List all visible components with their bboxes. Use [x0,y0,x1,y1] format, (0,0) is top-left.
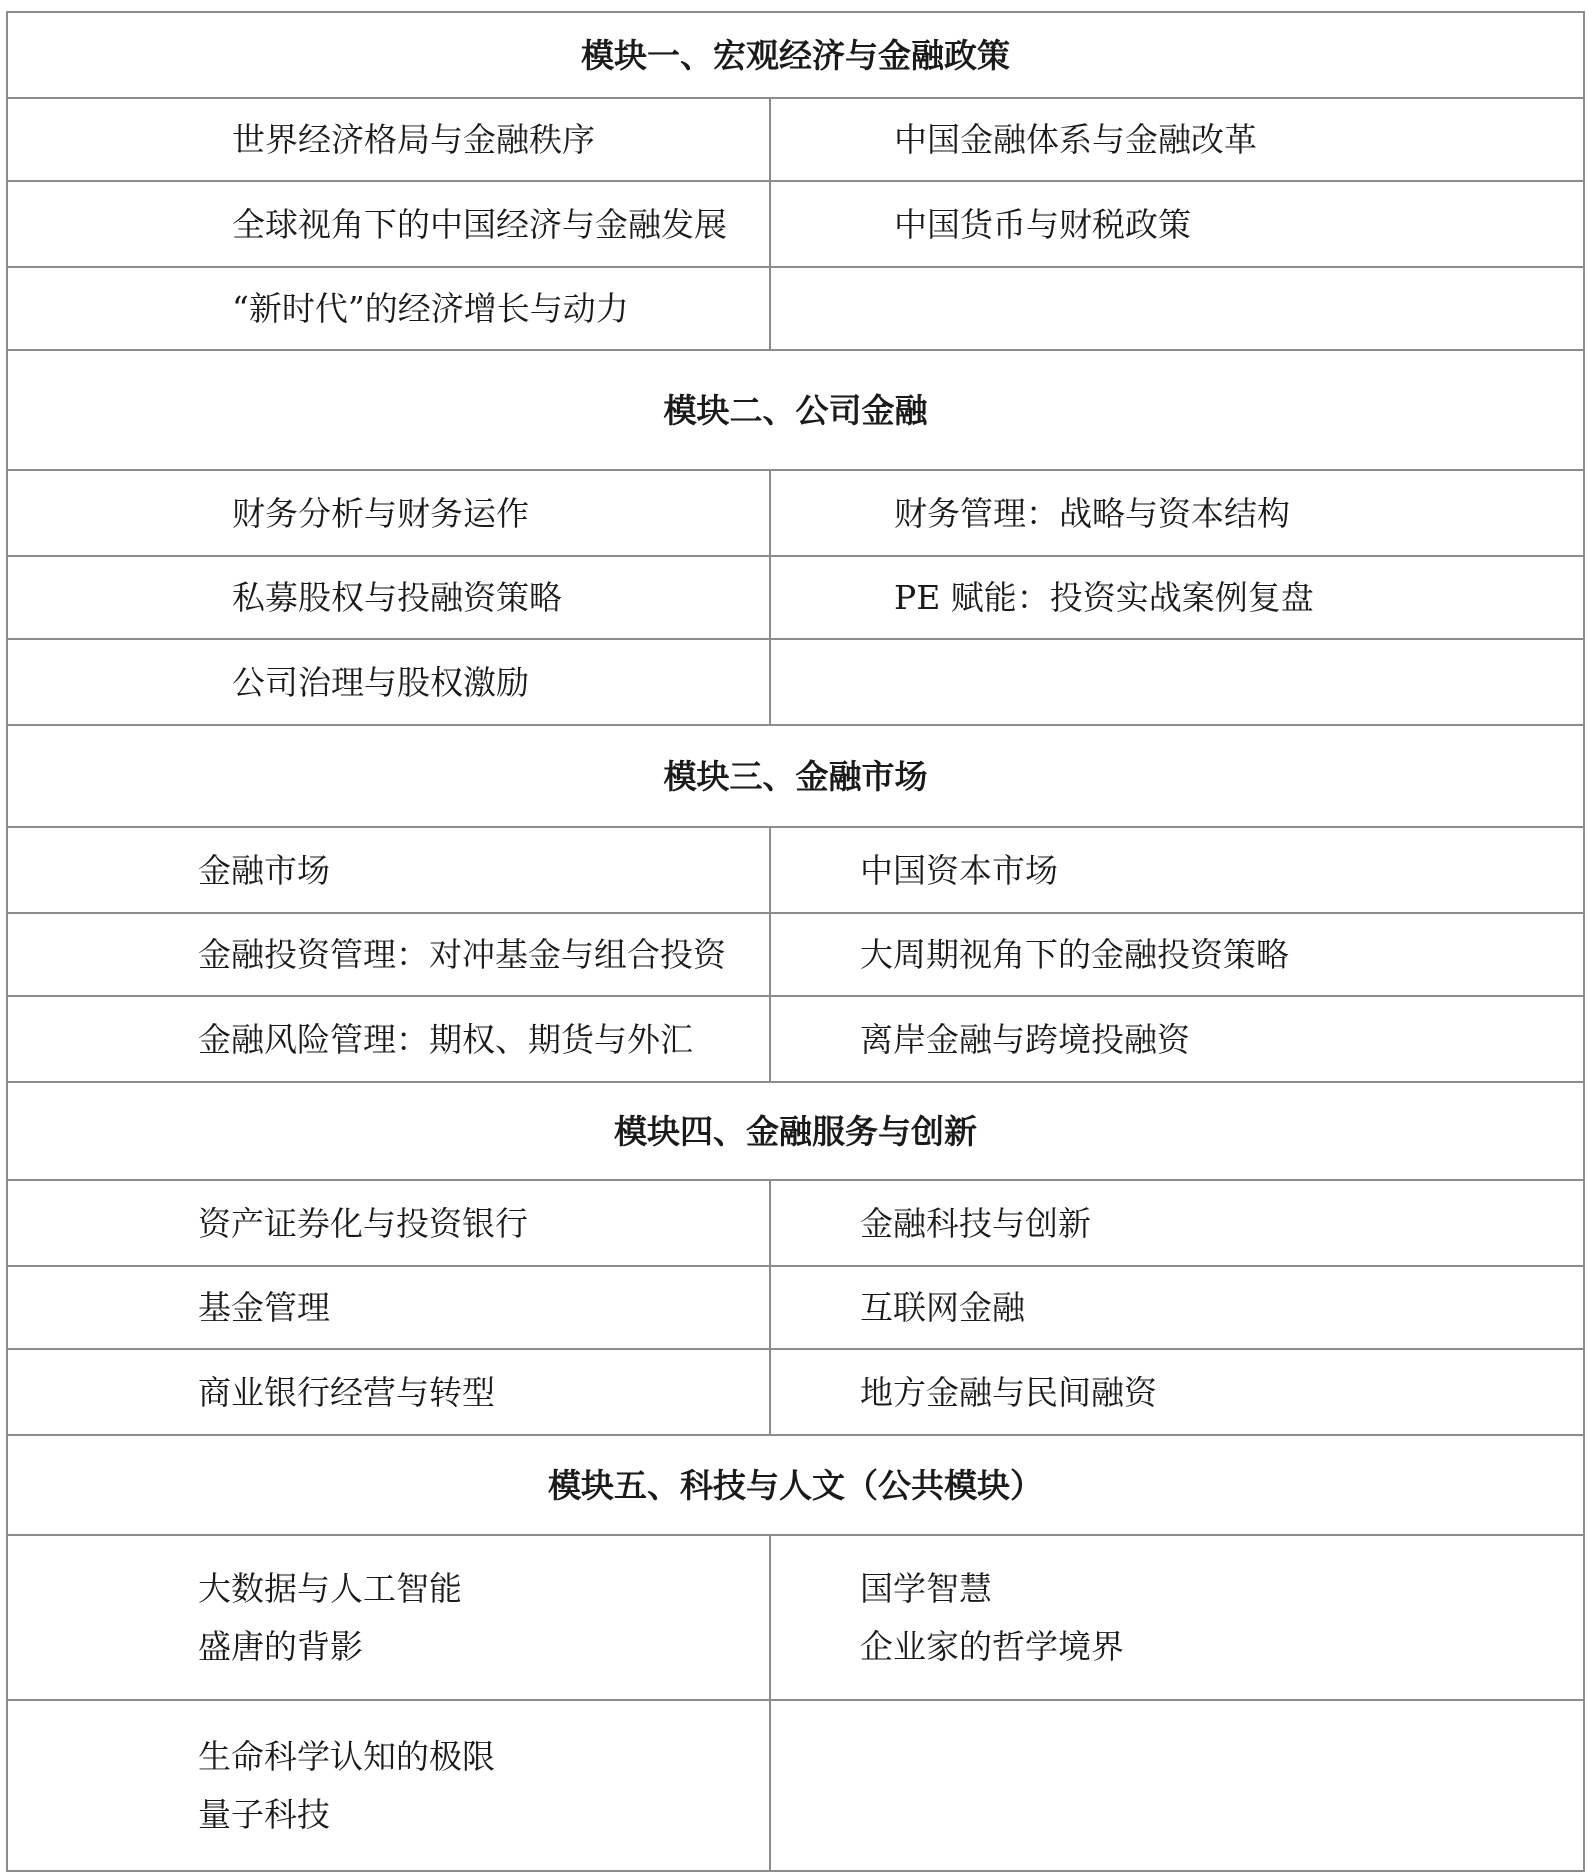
course-row [7,1180,1584,1266]
module-title: 模块五、科技与人文（公共模块） [7,1435,1584,1535]
course-row [7,996,1584,1082]
course-cell: 金融市场 [7,827,770,913]
course-cell: 金融科技与创新 [770,1180,1584,1266]
course-cell: 中国货币与财税政策 [770,181,1584,267]
course-row [7,556,1584,639]
course-cell: 金融投资管理：对冲基金与组合投资 [7,913,770,996]
course-cell: 全球视角下的中国经济与金融发展 [7,181,770,267]
course-row [7,639,1584,725]
course-cell: 互联网金融 [770,1266,1584,1349]
module-title: 模块四、金融服务与创新 [7,1082,1584,1180]
course-cell [7,1700,770,1871]
module-title: 模块三、金融市场 [7,725,1584,827]
curriculum-table [6,11,1585,1872]
course-row [7,181,1584,267]
course-cell: 大周期视角下的金融投资策略 [770,913,1584,996]
course-line: 企业家的哲学境界 [860,1627,1124,1666]
course-cell: 中国金融体系与金融改革 [770,98,1584,181]
course-line: 盛唐的背影 [198,1627,363,1666]
course-cell: 财务管理：战略与资本结构 [770,470,1584,556]
course-cell: 私募股权与投融资策略 [7,556,770,639]
course-row [7,98,1584,181]
course-line: 量子科技 [198,1795,330,1834]
course-cell: 世界经济格局与金融秩序 [7,98,770,181]
course-cell: 基金管理 [7,1266,770,1349]
course-row [7,913,1584,996]
course-cell: 地方金融与民间融资 [770,1349,1584,1435]
module-header-row [7,1435,1584,1535]
module-header-row [7,725,1584,827]
empty-cell [770,1700,1584,1871]
module-header-row [7,12,1584,98]
course-cell: 中国资本市场 [770,827,1584,913]
course-cell: 公司治理与股权激励 [7,639,770,725]
course-cell [7,1535,770,1700]
module-header-row [7,1082,1584,1180]
module-title: 模块一、宏观经济与金融政策 [7,12,1584,98]
course-cell: 金融风险管理：期权、期货与外汇 [7,996,770,1082]
module-header-row [7,350,1584,470]
course-line: 大数据与人工智能 [198,1569,462,1608]
course-line: 生命科学认知的极限 [198,1737,495,1776]
course-row [7,827,1584,913]
module-title: 模块二、公司金融 [7,350,1584,470]
course-row [7,1535,1584,1700]
course-cell: “新时代”的经济增长与动力 [7,267,770,350]
course-row [7,470,1584,556]
course-row [7,1266,1584,1349]
course-cell: 商业银行经营与转型 [7,1349,770,1435]
course-cell: 离岸金融与跨境投融资 [770,996,1584,1082]
course-cell [770,1535,1584,1700]
course-line: 国学智慧 [860,1569,992,1608]
course-cell: 资产证券化与投资银行 [7,1180,770,1266]
empty-cell [770,267,1584,350]
empty-cell [770,639,1584,725]
course-row [7,1349,1584,1435]
course-cell: 财务分析与财务运作 [7,470,770,556]
course-row [7,1700,1584,1871]
course-cell: PE 赋能：投资实战案例复盘 [770,556,1584,639]
course-row [7,267,1584,350]
